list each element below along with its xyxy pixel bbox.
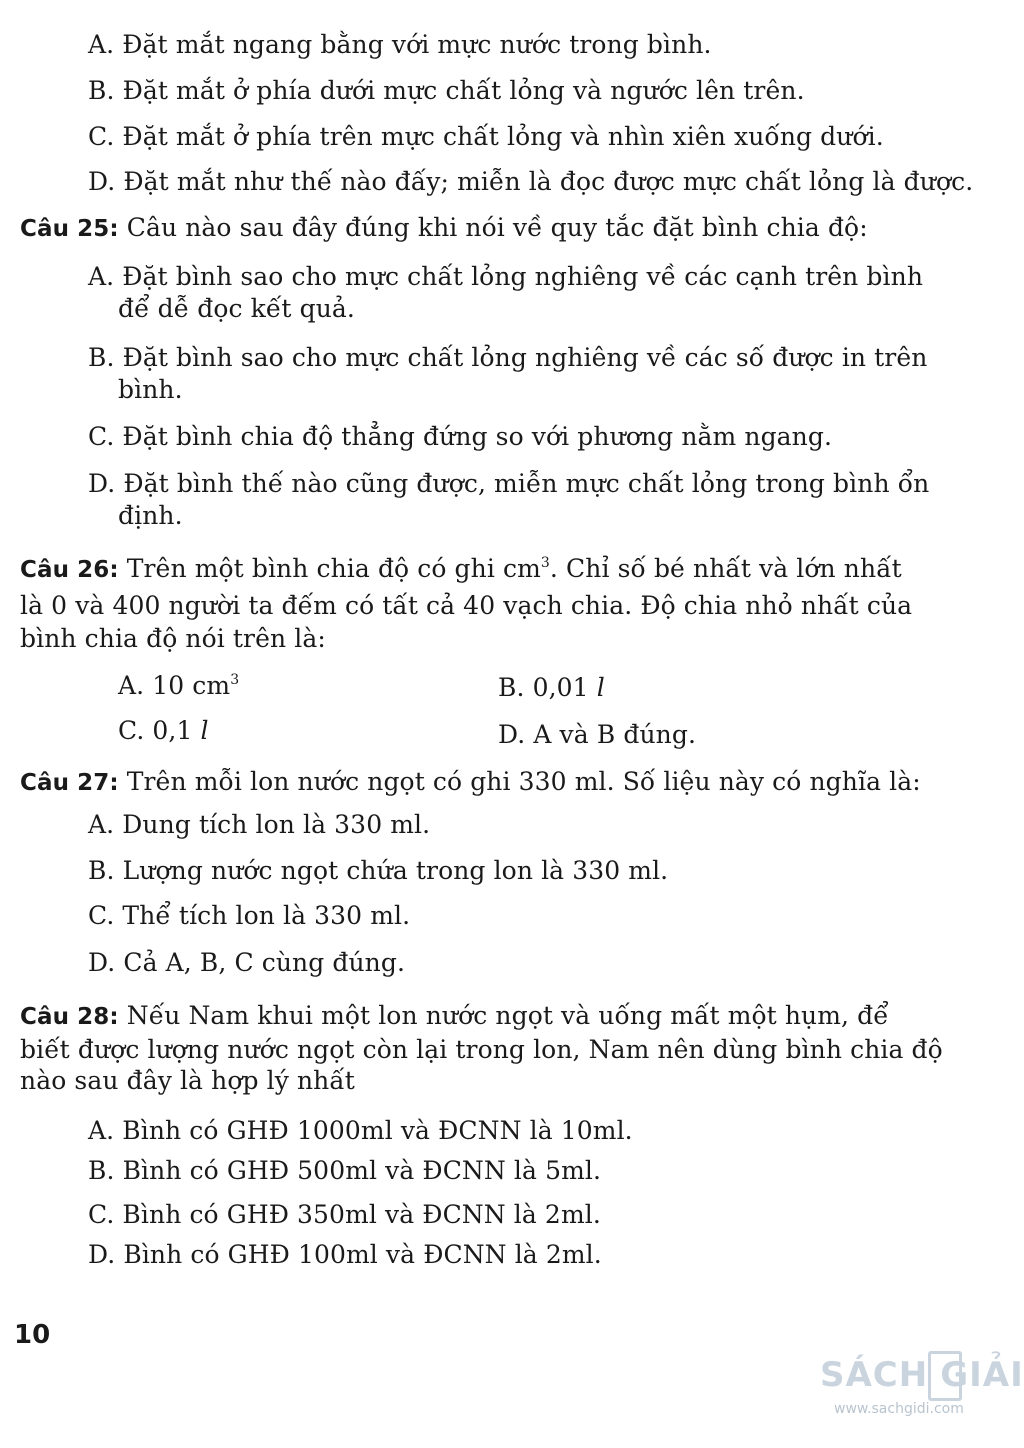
question-label: Câu 26: xyxy=(20,557,119,583)
option-b: B. Đặt mắt ở phía dưới mực chất lỏng và ngước lên trên. xyxy=(88,76,805,105)
q25-option-d-line2: định. xyxy=(118,501,183,530)
option-d: D. Đặt mắt như thế nào đấy; miễn là đọc được mực chất lỏng là được. xyxy=(88,167,974,196)
watermark-box-icon xyxy=(928,1351,962,1401)
q28-option-a: A. Bình có GHĐ 1000ml và ĐCNN là 10ml. xyxy=(88,1116,633,1145)
q28-option-c: C. Bình có GHĐ 350ml và ĐCNN là 2ml. xyxy=(88,1200,601,1229)
question-text: Nếu Nam khui một lon nước ngọt và uống mất một hụm, để xyxy=(118,1001,889,1030)
watermark-brand-right: GIẢI xyxy=(940,1355,1024,1395)
q25-option-a-line2: để dễ đọc kết quả. xyxy=(118,294,355,323)
watermark-url: www.sachgidi.com xyxy=(834,1401,964,1417)
q28-text-line2: biết được lượng nước ngọt còn lại trong lon, Nam nên dùng bình chia độ xyxy=(20,1035,943,1064)
q26-text-line3: bình chia độ nói trên là: xyxy=(20,624,326,653)
question-text-tail: . Chỉ số bé nhất và lớn nhất xyxy=(549,554,902,583)
watermark-brand xyxy=(820,1355,1024,1395)
question-label: Câu 28: xyxy=(20,1004,119,1030)
q26-option-d: D. A và B đúng. xyxy=(498,720,696,749)
question-text: Trên mỗi lon nước ngọt có ghi 330 ml. Số liệu này có nghĩa là: xyxy=(118,767,921,796)
unit-liter: l xyxy=(200,716,209,745)
unit-liter: l xyxy=(596,673,605,702)
superscript: 3 xyxy=(540,555,550,571)
q27-option-c: C. Thể tích lon là 330 ml. xyxy=(88,901,411,930)
option-c: C. Đặt mắt ở phía trên mực chất lỏng và nhìn xiên xuống dưới. xyxy=(88,122,884,151)
q26-option-c xyxy=(118,716,209,746)
q28-option-b: B. Bình có GHĐ 500ml và ĐCNN là 5ml. xyxy=(88,1156,602,1185)
question-26 xyxy=(20,554,902,585)
q26-text-line2: là 0 và 400 người ta đếm có tất cả 40 vạch chia. Độ chia nhỏ nhất của xyxy=(20,591,913,620)
q26-option-a xyxy=(118,671,239,701)
question-label: Câu 25: xyxy=(20,216,119,242)
q28-text-line3: nào sau đây là hợp lý nhất xyxy=(20,1066,355,1095)
q25-option-a-line1: A. Đặt bình sao cho mực chất lỏng nghiêng về các cạnh trên bình xyxy=(88,262,924,291)
question-text: Trên một bình chia độ có ghi cm xyxy=(118,554,541,583)
q25-option-b-line1: B. Đặt bình sao cho mực chất lỏng nghiêng về các số được in trên xyxy=(88,343,928,372)
q26-option-b xyxy=(498,673,605,703)
option-text: B. 0,01 xyxy=(498,673,597,702)
question-text: Câu nào sau đây đúng khi nói về quy tắc đặt bình chia độ: xyxy=(118,213,868,242)
option-text: C. 0,1 xyxy=(118,716,201,745)
q28-option-d: D. Bình có GHĐ 100ml và ĐCNN là 2ml. xyxy=(88,1240,602,1269)
watermark-logo xyxy=(820,1355,1024,1425)
q25-option-c: C. Đặt bình chia độ thẳng đứng so với phương nằm ngang. xyxy=(88,422,833,451)
q27-option-d: D. Cả A, B, C cùng đúng. xyxy=(88,948,406,977)
option-a: A. Đặt mắt ngang bằng với mực nước trong bình. xyxy=(88,30,712,59)
watermark-brand-left: SÁCH xyxy=(820,1355,929,1395)
question-28 xyxy=(20,1001,889,1032)
question-25 xyxy=(20,213,868,244)
q27-option-a: A. Dung tích lon là 330 ml. xyxy=(88,810,431,839)
q25-option-b-line2: bình. xyxy=(118,375,183,404)
superscript: 3 xyxy=(230,672,240,688)
option-text: A. 10 cm xyxy=(118,671,231,700)
question-label: Câu 27: xyxy=(20,770,119,796)
question-27 xyxy=(20,767,921,798)
q25-option-d-line1: D. Đặt bình thế nào cũng được, miễn mực chất lỏng trong bình ổn xyxy=(88,469,930,498)
q27-option-b: B. Lượng nước ngọt chứa trong lon là 330 ml. xyxy=(88,856,669,885)
page-number: 10 xyxy=(14,1320,51,1350)
